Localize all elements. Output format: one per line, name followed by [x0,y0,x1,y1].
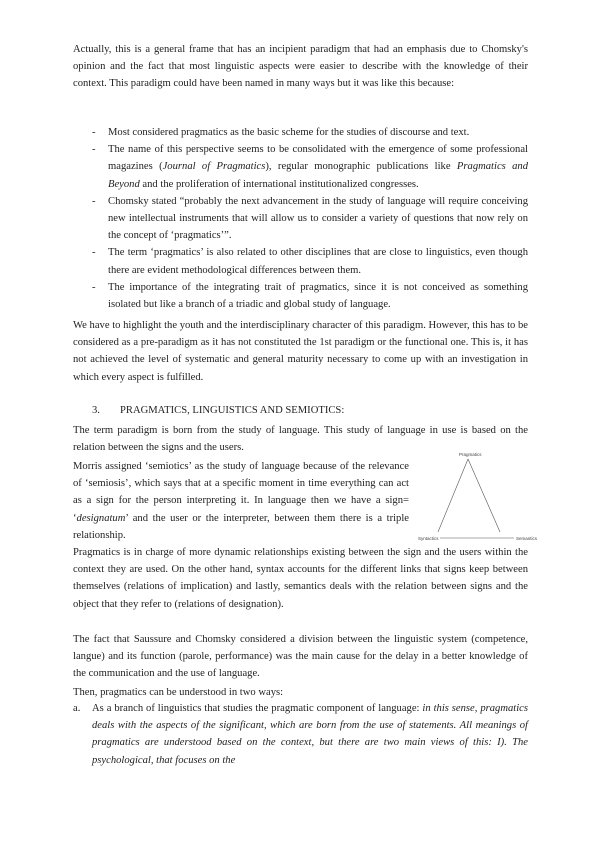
two-ways-line: Then, pragmatics can be understood in two ways: [73,687,284,698]
bullet-dash: - [92,195,96,207]
text-segment: Most considered pragmatics as the basic scheme for the studies of discourse and text. [108,127,470,138]
bullet-dash: - [92,127,96,138]
intro-paragraph: Actually, this is a general frame that has an incipient paradigm that had an emphasis due to Chomsky's opinion and the fact that most linguistic aspects were easier to describe with the knowledge of their context. This paradigm could have been named in many ways but it was like this because: [73,44,528,90]
list-item-a-text [92,703,528,766]
pragmatics-label: Pragmatics [459,452,482,457]
bullet-dash: - [92,281,96,293]
list-item [92,141,528,193]
text-segment: Chomsky stated “probably the next advancement in the study of language will require conceiving new intellectual instruments that will allow us to consider a variety of questions that now rely on the concept of ‘pragmatics’”. [108,195,528,242]
bullet-text [108,144,528,189]
list-item [92,279,528,313]
triangle-right-edge [468,459,500,532]
term-paragraph: The term paradigm is born from the study of language. This study of language in use is based on the relation between the signs and the users. [73,425,528,454]
text-segment: As a branch of linguistics that studies the pragmatic component of language: [92,703,423,714]
list-item [92,124,528,141]
section-number: 3. [92,405,100,416]
triangle-left-edge [438,459,468,532]
text-segment: ’ and the user or the interpreter, between them there is a triple relationship. [73,512,409,541]
italic-text-segment: Pragmatics and Beyond [108,161,529,190]
bullet-dash: - [92,247,96,259]
bullet-text [108,247,528,275]
semiotics-triangle-diagram [416,452,538,544]
reasons-list [92,124,528,313]
italic-text-segment: Journal of Pragmatics [162,161,266,173]
list-item-a [92,700,528,769]
text-segment: Morris assigned ‘semiotics’ as the study of language because of the relevance of ‘semiosis’, which says that at a specific moment in time everything can act as a sign for the person interpreting it. In language then we have a sign= ‘ [73,461,409,524]
semantics-label: Semantics [516,536,538,541]
bullet-dash: - [92,144,96,156]
saussure-paragraph: The fact that Saussure and Chomsky considered a division between the linguistic system (competence, langue) and its function (parole, performance) was the main cause for the delay in a better knowledge of the communication and the use of language. [73,634,528,680]
morris-text [73,461,409,541]
text-segment: ), regular monographic publications like [265,161,457,173]
bullet-text [108,196,528,241]
bullet-text [108,282,528,310]
section-heading [92,405,344,416]
youth-paragraph: We have to highlight the youth and the interdisciplinary character of this paradigm. However, this has to be considered as a pre-paradigm as it has not constituted the 1st paradigm or the functional one. This is, it has not achieved the level of systematic and general maturity necessary to come up with an investigation in which every aspect is fulfilled. [73,320,528,383]
text-segment: The name of this perspective seems to be consolidated with the emergence of some professional magazines ( [108,144,528,173]
morris-paragraph [73,458,409,544]
pragmatics-paragraph: Pragmatics is in charge of more dynamic relationships existing between the sign and the users within the context they are used. On the other hand, syntax accounts for the different links that signs keep between themselves (relations of implication) and lastly, semantics deals with the relation between signs and the object that they refer to (relations of designation). [73,547,528,610]
list-item [92,193,528,245]
italic-text-segment: in this sense, pragmatics deals with the aspects of the significant, which are born from the use of statements. All meanings of pragmatics are understood based on the context, but there are two main views of this: I). The psychological, that focuses on the [92,703,528,766]
text-segment: and the proliferation of international institutionalized congresses. [139,178,419,190]
bullet-text [108,127,469,138]
list-label-a: a. [73,703,81,714]
section-title: PRAGMATICS, LINGUISTICS AND SEMIOTICS: [120,405,345,416]
text-segment: The term ‘pragmatics’ is also related to other disciplines that are close to linguistics, even though there are evident methodological differences between them. [108,247,528,276]
italic-text-segment: designatum [76,512,126,524]
syntactics-label: Syntactics [418,536,439,541]
text-segment: The importance of the integrating trait of pragmatics, since it is not conceived as something isolated but like a branch of a triadic and global study of language. [108,281,528,311]
list-item [92,244,528,278]
